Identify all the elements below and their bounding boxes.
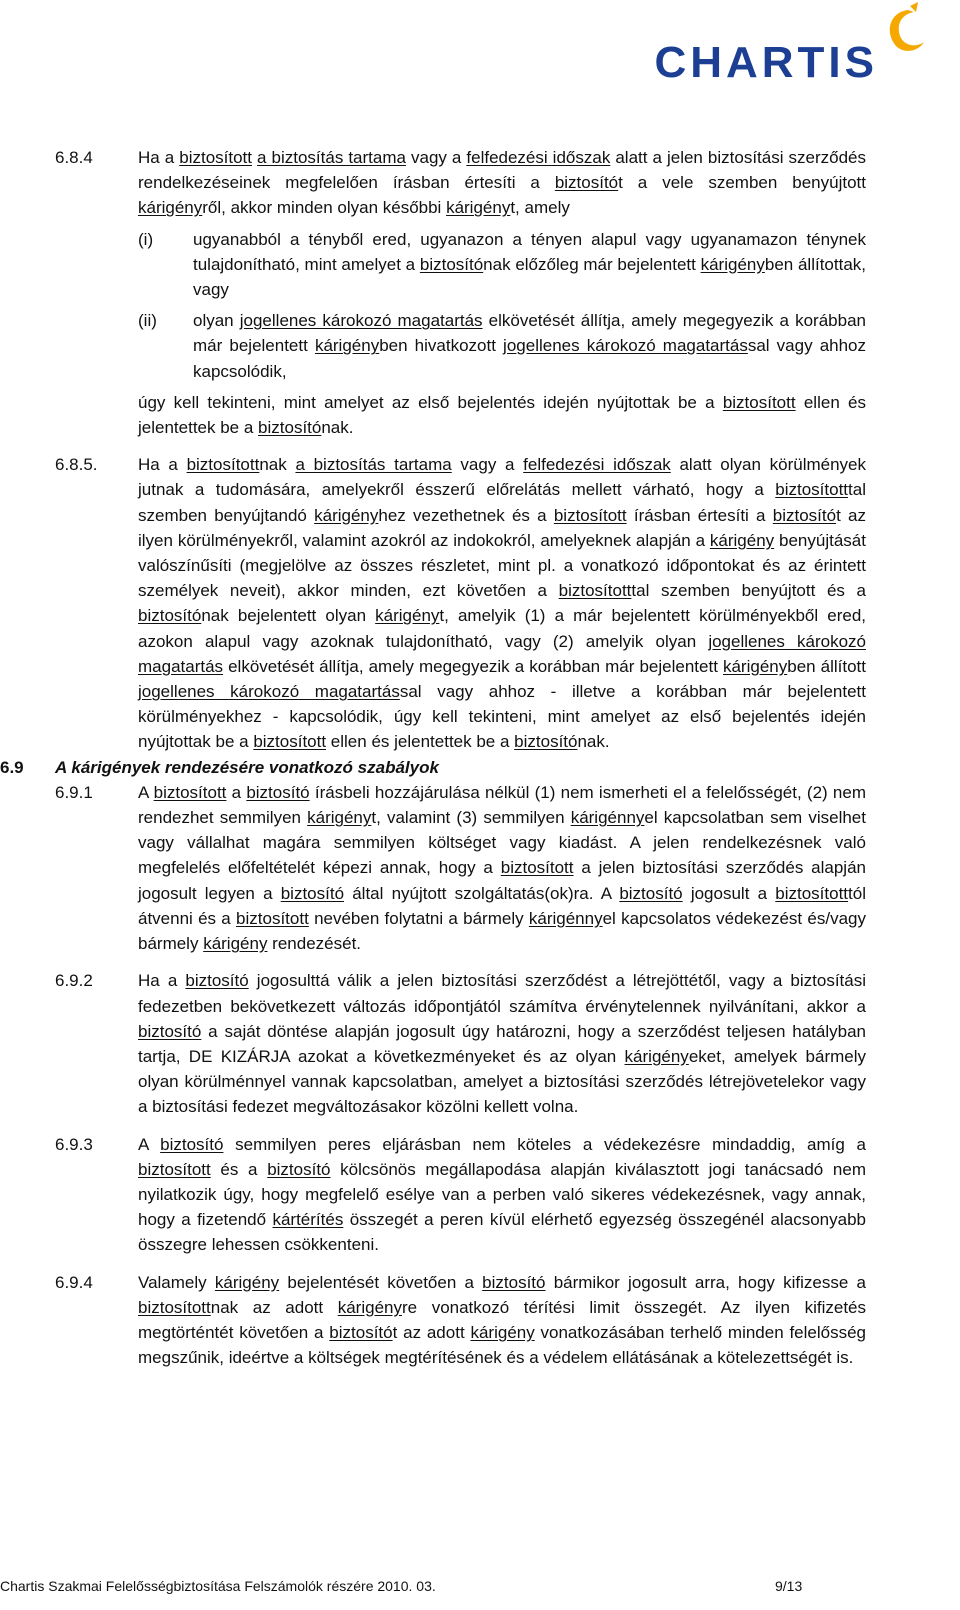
section-6-9-1 [0,780,960,956]
document-body [0,145,960,1370]
section-text: Ha a biztosított a biztosítás tartama vagy a felfedezési időszak alatt a jelen biztosítási szerződés rendelkezéseinek megfelelően írásban értesíti a biztosítót a vele szemben benyújtott kárigényről, akkor minden olyan későbbi kárigényt, amely [138,148,866,218]
section-text: A biztosító semmilyen peres eljárásban nem köteles a védekezésre mindaddig, amíg a biztosított és a biztosító kölcsönös megállapodása alapján kiválasztott jogi tanácsadó nem nyilatkozik úgy, hogy megfelelő esélye van a perben való sikeres védekezésnek, vagy annak, hogy a fizetendő kártérítés összegét a peren kívül elérhető egyezség összegénél alacsonyabb összegre lehessen csökkenteni. [138,1134,866,1255]
list-item-label: (i) [138,229,154,249]
section-number: 6.9.1 [55,782,93,802]
chartis-logo [640,0,940,90]
list-item [0,308,960,384]
section-number: 6.8.5. [55,455,98,475]
list-item-label: (ii) [138,311,157,331]
footer-title: Chartis Szakmai Felelősségbiztosítása Felszámolók részére 2010. 03. [0,1578,436,1594]
list-item [0,227,960,303]
section-number: 6.9.3 [55,1134,93,1154]
section-text: Valamely kárigény bejelentését követően a biztosító bármikor jogosult arra, hogy kifizesse a biztosítottnak az adott kárigényre vonatkozó térítési limit összegét. Az ilyen kifizetés megtörténtét követően a biztosítót az adott kárigény vonatkozásában terhelő minden felelősség megszűnik, ideértve a költségek megtérítésének és a védelem ellátásának a kötelezettségét is. [138,1272,867,1368]
section-text: Ha a biztosító jogosulttá válik a jelen biztosítási szerződést a létrejöttétől, vagy a biztosítási fedezetben bekövetkezett változás időpontjától számítva érvénytelennek nyilvánítani, akkor a biztosító a saját döntése alapján jogosult úgy határozni, hogy a szerződést teljesen hatályban tartja, DE KIZÁRJA azokat a következményeket és az olyan kárigényeket, amelyek bármely olyan körülménnyel vannak kapcsolatban, amelyet a biztosítási szerződés létrejövetelekor vagy a biztosítási fedezet megváltozásakor közölni kellett volna. [138,971,867,1117]
section-number: 6.8.4 [55,148,93,167]
list-item-text: olyan jogellenes károkozó magatartás elkövetését állítja, amely megegyezik a korábban már bejelentett kárigényben hivatkozott jogellenes károkozó magatartással vagy ahhoz kapcsolódik, [193,311,867,381]
logo-swirl-icon [870,2,932,72]
section-6-8-4-outro [0,390,960,440]
section-6-9-3 [0,1132,960,1258]
section-heading-6-9 [0,755,960,780]
section-6-9-2 [0,968,960,1119]
section-6-8-5 [0,452,960,754]
section-text: A biztosított a biztosító írásbeli hozzájárulása nélkül (1) nem ismerheti el a felelősségét, (2) nem rendezhet semmilyen kárigényt, valamint (3) semmilyen kárigénnyel kapcsolatban sem viselhet vagy vállalhat magára semmilyen költséget vagy kiadást. A jelen rendelkezésnek való megfelelés előfeltételét képezi annak, hogy a biztosított a jelen biztosítási szerződés alapján jogosult legyen a biztosító által nyújtott szolgáltatás(ok)ra. A biztosító jogosult a biztosítotttól átvenni és a biztosított nevében folytatni a bármely kárigénnyel kapcsolatos védekezést és/vagy bármely kárigény rendezését. [138,782,867,954]
section-text: úgy kell tekinteni, mint amelyet az első bejelentés idején nyújtottak be a biztosított ellen és jelentettek be a biztosítónak. [138,392,866,438]
section-number: 6.9.2 [55,971,93,991]
list-item-text: ugyanabból a tényből ered, ugyanazon a tényen alapul vagy ugyanamazon ténynek tulajdonítható, mint amelyet a biztosítónak előzőleg már bejelentett kárigényben állítottak, vagy [193,229,866,300]
heading-number: 6.9 [0,757,24,777]
section-6-9-4 [0,1270,960,1371]
section-text: Ha a biztosítottnak a biztosítás tartama vagy a felfedezési időszak alatt olyan körülmények jutnak a tudomására, amelyekről ésszerű előrelátás mellett várható, hogy a biztosítotttal szemben benyújtandó kárigényhez vezethetnek és a biztosított írásban értesíti a biztosítót az ilyen körülményekről, valamint azokról az indokokról, amelyeknek alapján a kárigény benyújtását valószínűsíti (megjelölve az összes részletet, mint pl. a vonatkozó időpontokat és az érintett személyek neveit), akkor minden, ezt követően a biztosítotttal szemben benyújtott és a biztosítónak bejelentett olyan kárigényt, amelyik (1) a már bejelentett körülményekből ered, azokon alapul vagy azoknak tulajdonítható, vagy (2) amelyik olyan jogellenes károkozó magatartás elkövetését állítja, amely megegyezik a korábban már bejelentett kárigényben állított jogellenes károkozó magatartással vagy ahhoz - illetve a korábban már bejelentett körülményekhez - kapcsolódik, úgy kell tekinteni, mint amelyet az első bejelentés idején nyújtottak be a biztosított ellen és jelentettek be a biztosítónak. [138,455,866,752]
section-6-8-4 [0,145,960,221]
section-number: 6.9.4 [55,1272,93,1292]
logo-wordmark: CHARTIS [654,38,878,87]
heading-title: A kárigények rendezésére vonatkozó szabályok [55,757,439,777]
page-number: 9/13 [775,1578,803,1594]
